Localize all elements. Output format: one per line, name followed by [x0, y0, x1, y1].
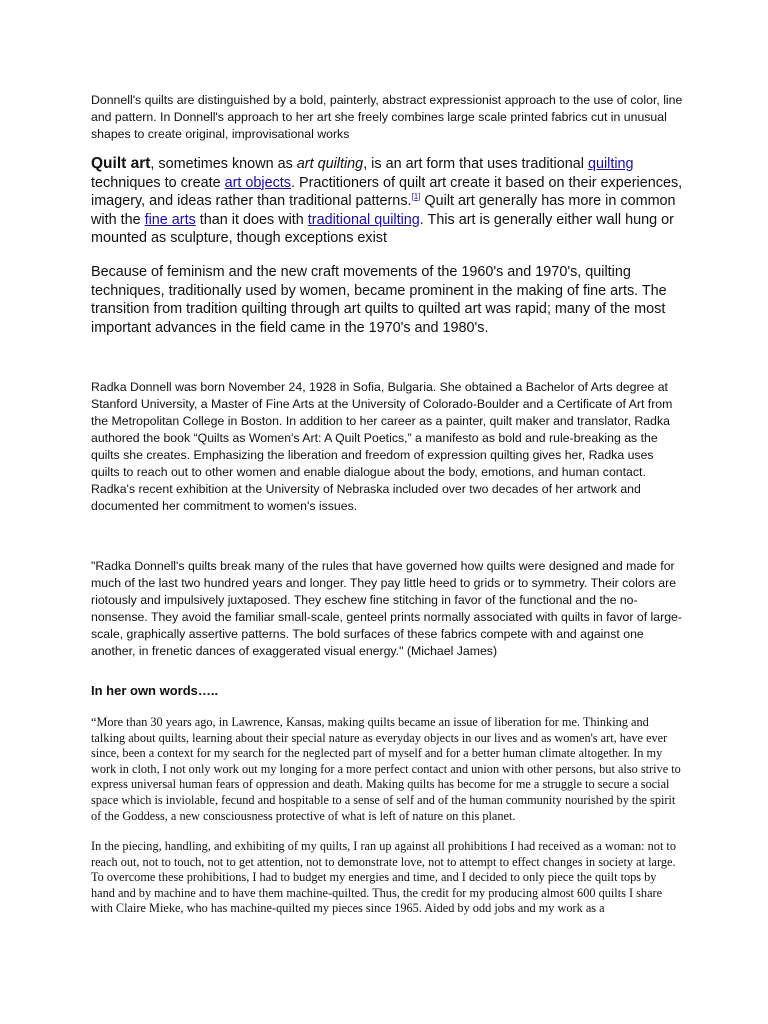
- own-words-heading: In her own words…..: [91, 683, 219, 698]
- michael-james-quote: "Radka Donnell's quilts break many of the rules that have governed how quilts were designed and made for much of the last two hundred years and longer. They pay little heed to grids or to symmetry. Their colors are riotously and impulsively juxtaposed. They eschew fine stitching in favor of the functional and the no-nonsense. They avoid the familiar small-scale, genteel prints normally associated with quilts in favor of large-scale, graphically assertive patterns. The bold surfaces of these fabrics compete with and against one another, in frenetic dances of exaggerated visual energy." (Michael James): [91, 559, 682, 658]
- quilt-art-text-5: Quilt art generally has more in common with the: [91, 193, 676, 228]
- quilt-art-text-1: , sometimes known as: [150, 156, 297, 172]
- quilting-link[interactable]: quilting: [587, 156, 634, 172]
- art-objects-link[interactable]: art objects: [224, 174, 291, 191]
- quilt-art-term: Quilt art: [91, 155, 151, 172]
- quilt-art-text-7: . This art is generally either wall hung or mounted as sculpture, though exceptions exist: [91, 211, 674, 246]
- reference-link[interactable]: [1]: [411, 192, 421, 201]
- quilt-art-text-3: techniques to create: [91, 174, 225, 191]
- own-words-paragraph-1: “More than 30 years ago, in Lawrence, Kansas, making quilts became an issue of liberation for me. Thinking and talking about quilts, learning about their special nature as everyday objects in our lives and as women's art, have ever since, been a context for my search for the neglected part of myself and for a better human climate altogether. In my work in cloth, I not only work out my longing for a more perfect contact and union with other persons, but also strive to express universal human fears of oppression and death. Making quilts has become for me a struggle to secure a social space which is inviolable, fecund and hospitable to a sense of self and of the human community nourished by the spirit of the Goddess, a new consciousness protective of what is left of nature on this planet.: [91, 715, 681, 823]
- feminism-paragraph: Because of feminism and the new craft movements of the 1960's and 1970's, quilting techniques, traditionally used by women, became prominent in the making of fine arts. The transition from tradition quilting through art quilts to quilted art was rapid; many of the most important advances in the field came in the 1970's and 1980's.: [91, 264, 667, 336]
- quilt-art-text-6: than it does with: [195, 211, 308, 228]
- quilt-art-text-4: . Practitioners of quilt art create it based on their experiences, imagery, and ideas rather than traditional patterns.: [91, 174, 683, 209]
- traditional-quilting-link[interactable]: traditional quilting: [307, 211, 420, 228]
- quilt-art-paragraph: [91, 155, 683, 248]
- intro-paragraph: Donnell's quilts are distinguished by a bold, painterly, abstract expressionist approach to the use of color, line and pattern. In Donnell's approach to her art she freely combines large scale printed fabrics cut in unusual shapes to create original, improvisational works: [91, 93, 683, 141]
- own-words-paragraph-2: In the piecing, handling, and exhibiting of my quilts, I ran up against all prohibitions I had received as a woman: not to reach out, not to touch, not to get attention, not to demonstrate love, not to attempt to effect changes in society at large. To overcome these prohibitions, I had to budget my energies and time, and I decided to only piece the quilt tops by hand and by machine and to have them machine-quilted. Thus, the credit for my producing almost 600 quilts I share with Claire Mieke, who has machine-quilted my pieces since 1965. Aided by odd jobs and my work as a: [91, 839, 676, 916]
- biography-paragraph: Radka Donnell was born November 24, 1928 in Sofia, Bulgaria. She obtained a Bachelor of Arts degree at Stanford University, a Master of Fine Arts at the University of Colorado-Boulder and a Certificate of Art from the Metropolitan College in Boston. In addition to her career as a painter, quilt maker and translator, Radka authored the book “Quilts as Women's Art: A Quilt Poetics,” a manifesto as bold and rule-breaking as the quilts she creates. Emphasizing the liberation and freedom of expression quilting gives her, Radka uses quilts to reach out to other women and enable dialogue about the body, emotions, and human contact. Radka's recent exhibition at the University of Nebraska included over two decades of her artwork and documented her commitment to women's issues.: [91, 380, 673, 513]
- fine-arts-link[interactable]: fine arts: [144, 211, 196, 228]
- quilt-art-text-2: , is an art form that uses traditional: [363, 156, 588, 172]
- art-quilting-term: art quilting: [296, 156, 364, 172]
